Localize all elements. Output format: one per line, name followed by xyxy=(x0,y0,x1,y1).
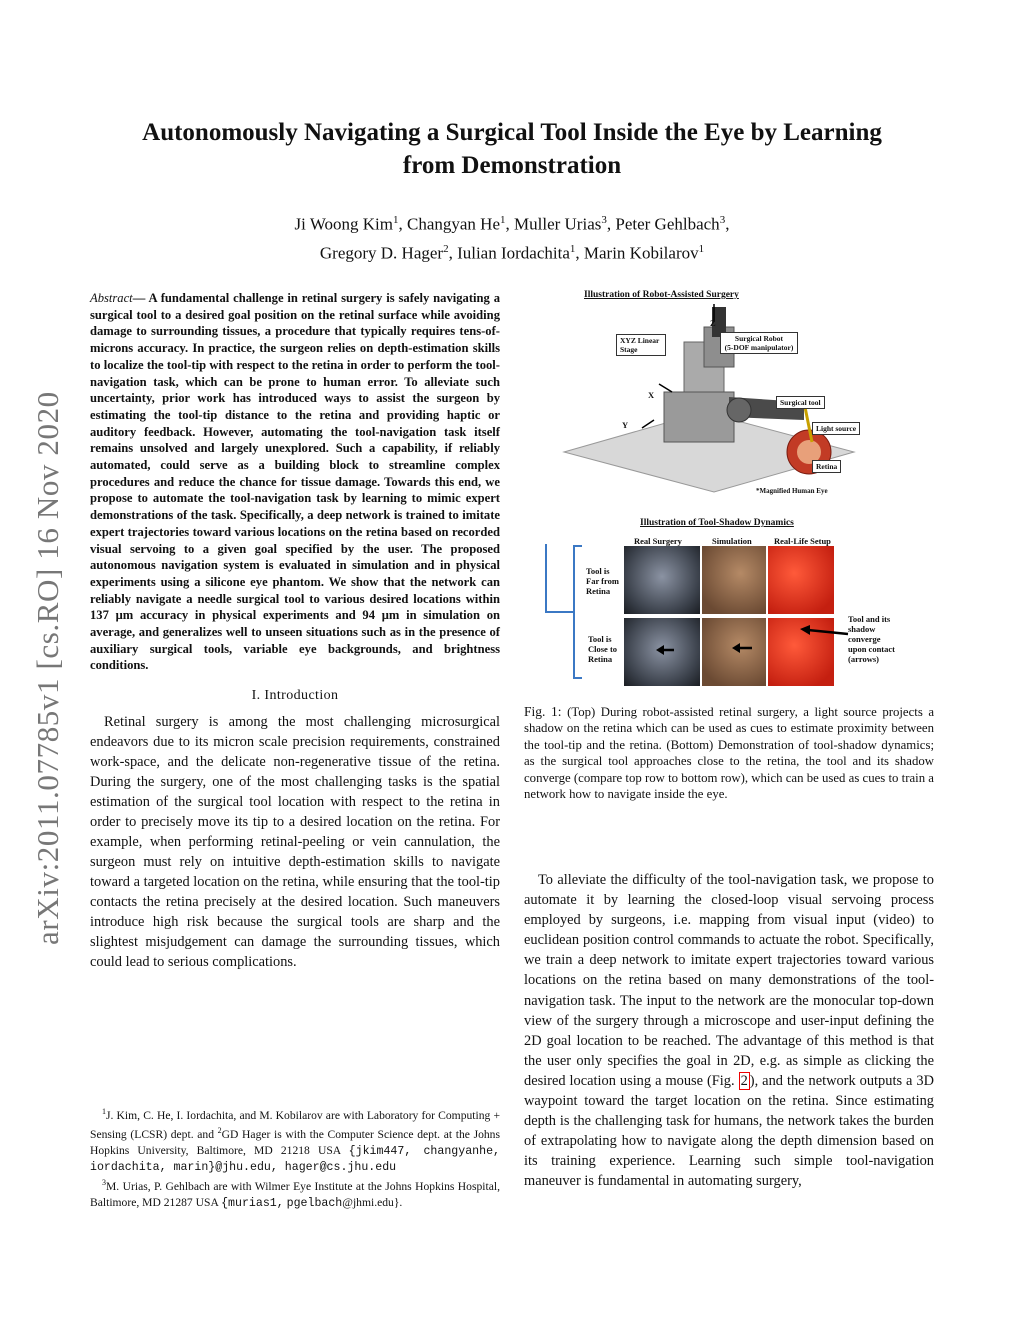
author-line-2: Gregory D. Hager$^2$, Iulian Iordachita$^1$, Marin Kobilarov$^1$ xyxy=(319,242,705,263)
paper-title xyxy=(60,116,964,182)
author-affiliation: 1 xyxy=(500,214,506,226)
arxiv-stamp: arXiv:2011.07785v1 [cs.RO] 16 Nov 2020 xyxy=(30,391,65,945)
intro-paragraph: Retinal surgery is among the most challenging microsurgical endeavors due to its micron scale precision requirements, constrained work-space, and the delicate non-regenerative tissue of the retina. During the surgery, one of the most challenging tasks is the spatial estimation of the surgical tool location with respect to the retina in order to precisely move its tip to a desired location on the retina. For example, when performing retinal-peeling or vein cannulation, the surgeon must rely on intuitive depth-estimation skills to navigate toward a targeted location on the retina, while ensuring that the tool-tip contacts the retina precisely at the desired location. Such maneuvers introduce high risk because the surgical tools are sharp and the slightest misjudgement can damage the surrounding tissues, which could lead to serious complications. xyxy=(90,714,500,971)
figure-2-link[interactable]: 2 xyxy=(740,1072,748,1089)
row-label-close xyxy=(588,634,617,664)
column-simulation: Simulation xyxy=(712,536,752,546)
title-line-2: from Demonstration xyxy=(402,152,622,179)
figure-1-caption xyxy=(524,704,934,802)
author-affiliation: 2 xyxy=(443,242,449,255)
author-name: Changyan He xyxy=(407,214,501,234)
footnote-email[interactable]: @jhmi.edu}. xyxy=(342,1195,403,1209)
label-retina: Retina xyxy=(812,460,841,473)
annotation-line: (arrows) xyxy=(848,654,879,664)
left-column xyxy=(90,290,500,972)
section-heading-introduction: I. Introduction xyxy=(251,688,339,704)
right-body-text xyxy=(524,870,934,1192)
abstract xyxy=(90,290,500,674)
annotation-line: upon contact xyxy=(848,644,895,654)
annotation-line: converge xyxy=(848,634,881,644)
author-name: Marin Kobilarov xyxy=(583,243,699,263)
footnote-emails[interactable]: {jkim447, changyanhe, iordachita, marin}@jhu.edu, hager@cs.jhu.edu xyxy=(90,1144,500,1174)
annotation-convergence xyxy=(848,614,895,664)
figure-1 xyxy=(524,288,934,698)
author-name: Muller Urias xyxy=(514,214,602,234)
annotation-line: shadow xyxy=(848,624,876,634)
bracket-link xyxy=(546,544,574,612)
robot-joint xyxy=(727,398,751,422)
author-name: Gregory D. Hager xyxy=(319,243,444,263)
author-name: Peter Gehlbach xyxy=(615,214,720,234)
paragraph-text: ), and the network outputs a 3D waypoint toward the target location on the retina. Since estimating depth is the challenging task for humans, the network takes the burden of extrapolating how to navigate along the depth dimension based on its training experience. Learning such simple tool-navigation maneuver is fundamental in automating surgery, xyxy=(524,1072,934,1190)
author-name: Ji Woong Kim xyxy=(294,214,393,234)
label-xyz-stage: XYZ Linear Stage xyxy=(616,334,666,356)
arrow-real-head xyxy=(656,645,664,655)
author-affiliation: 1 xyxy=(393,214,399,226)
photo-sim-far xyxy=(702,546,766,614)
right-column xyxy=(524,288,934,802)
annotation-arrow-shaft xyxy=(808,630,848,634)
label-light-source: Light source xyxy=(812,422,860,435)
abstract-lead: Abstract xyxy=(90,291,133,305)
axis-z-label: Z xyxy=(710,318,716,328)
xyz-stage-mid xyxy=(664,392,734,442)
footnote-text: M. Urias, P. Gehlbach are with Wilmer Eye Institute at the Johns Hopkins Hospital, Baltimore, MD 21287 USA xyxy=(90,1180,500,1209)
row-close-line: Tool is xyxy=(588,634,612,644)
footnote-email[interactable]: {murias1, xyxy=(221,1196,284,1210)
row-far-line: Tool is xyxy=(586,566,610,576)
axis-x-line xyxy=(659,384,672,392)
footnote-marker: 2 xyxy=(217,1126,222,1136)
footnote-email[interactable]: pgelbach xyxy=(286,1196,343,1210)
annotation-line: Tool and its xyxy=(848,614,891,624)
paragraph-text: To alleviate the difficulty of the tool-navigation task, we propose to automate it by learning the closed-loop visual servoing process employed by surgeons, i.e. mapping from visual input (video) to euclidean position control commands to actuate the robot. Specifically, we train a deep network to imitate expert trajectories toward various locations on the retina based on many demonstrations of the tool-navigation task. The input to the network are the monocular top-down view of the surgery through a microscope and user-input defining the 2D goal location to be reached. The advantage of this method is that the user only specifies the goal in 2D, e.g. as simple as clicking the desired location using a mouse (Fig. xyxy=(524,872,934,1089)
column-real-surgery: Real Surgery xyxy=(634,536,682,546)
right-paragraph xyxy=(524,870,934,1192)
surgical-robot-line-1: Surgical Robot xyxy=(734,334,784,343)
figure-top-title: Illustration of Robot-Assisted Surgery xyxy=(584,290,739,300)
annotation-arrow-head xyxy=(800,625,810,635)
row-close-line: Close to xyxy=(588,644,618,654)
label-surgical-tool: Surgical tool xyxy=(776,396,825,409)
surgical-robot-line-2: (5-DOF manipulator) xyxy=(724,343,794,352)
photo-real-far xyxy=(624,546,700,614)
row-far-line: Far from xyxy=(586,576,619,586)
row-far-line: Retina xyxy=(586,586,611,596)
row-close-line: Retina xyxy=(588,654,613,664)
footnote-marker: 1 xyxy=(102,1107,106,1116)
photo-life-far xyxy=(768,546,834,614)
author-affiliation: 3 xyxy=(601,214,607,226)
footnote-1 xyxy=(90,1104,500,1175)
column-real-life: Real-Life Setup xyxy=(774,536,831,546)
footnote-marker: 3 xyxy=(102,1178,106,1188)
label-magnified-eye: *Magnified Human Eye xyxy=(756,487,828,495)
author-name: Iulian Iordachita xyxy=(457,243,570,263)
axis-x-label: X xyxy=(648,390,655,400)
footnote-3 xyxy=(90,1175,500,1211)
footnote-text: GD Hager is with the Computer Science dept. at the Johns Hopkins University, Baltimore, MD 21218 USA xyxy=(90,1128,500,1157)
title-line-1: Autonomously Navigating a Surgical Tool Inside the Eye by Learning xyxy=(142,119,882,146)
author-affiliation: 1 xyxy=(569,242,576,255)
author-affiliation: 3 xyxy=(719,214,726,226)
author-list xyxy=(60,208,964,265)
row-label-far xyxy=(586,566,619,596)
author-affiliation: 1 xyxy=(698,242,705,255)
figure-bottom-title: Illustration of Tool-Shadow Dynamics xyxy=(640,518,794,528)
axis-y-label: Y xyxy=(622,420,629,430)
arrow-sim-head xyxy=(732,643,740,653)
label-surgical-robot xyxy=(720,332,798,354)
bracket-line xyxy=(574,546,582,678)
caption-figure-number: Fig. 1: xyxy=(524,704,562,719)
author-line-1: Ji Woong Kim$^1$, Changyan He$^1$, Muller Urias$^3$, Peter Gehlbach$^3$, xyxy=(294,214,730,234)
footnote-text: J. Kim, C. He, I. Iordachita, and M. Kobilarov are with Laboratory for Computing + Sensing (LCSR) dept. and xyxy=(90,1108,500,1142)
footnotes xyxy=(90,1104,500,1211)
annotation-arrow xyxy=(794,624,850,648)
abstract-text: — A fundamental challenge in retinal surgery is safely navigating a surgical tool to a desired goal position on the retinal surface while avoiding damage to surrounding tissues, a procedure that typically requires tens-of-microns accuracy. In practice, the surgeon relies on depth-estimation skills to localize the tool-tip with respect to the retina in order to perform the tool-navigation task, which can be prone to human error. To alleviate such uncertainty, prior work has introduced ways to assist the surgeon by estimating the tool-tip distance to the retina and providing haptic or auditory feedback. However, automating the tool-navigation task itself remains unsolved and largely unexplored. Such a capability, if reliably automated, could serve as a building block to streamline complex procedures and reduce the chance for tissue damage. Towards this end, we propose to automate the tool-navigation task by learning to mimic expert demonstrations of the task. Specifically, a deep network is trained to imitate expert trajectories toward various locations on the retina based on recorded visual servoing to a given goal specified by the user. The proposed autonomous navigation system is evaluated in simulation and in physical experiments using a silicone eye phantom. We show that the network can reliably navigate a needle surgical tool to various desired locations within 137 μm accuracy in physical experiments and 94 μm in simulation on average, and generalizes well to unseen situations such as in the presence of auxiliary surgical tools, variable eye backgrounds, and brightness conditions. xyxy=(90,291,500,673)
caption-text: (Top) During robot-assisted retinal surgery, a light source projects a shadow on the retina which can be used as cues to estimate proximity between the tool-tip and the retina. (Bottom) Demonstration of tool-shadow dynamics; as the surgical tool approaches close to the retina, the tool and its shadow converge (compare top row to bottom row), which can be used as cues to train a network how to navigate inside the eye. xyxy=(524,705,934,802)
